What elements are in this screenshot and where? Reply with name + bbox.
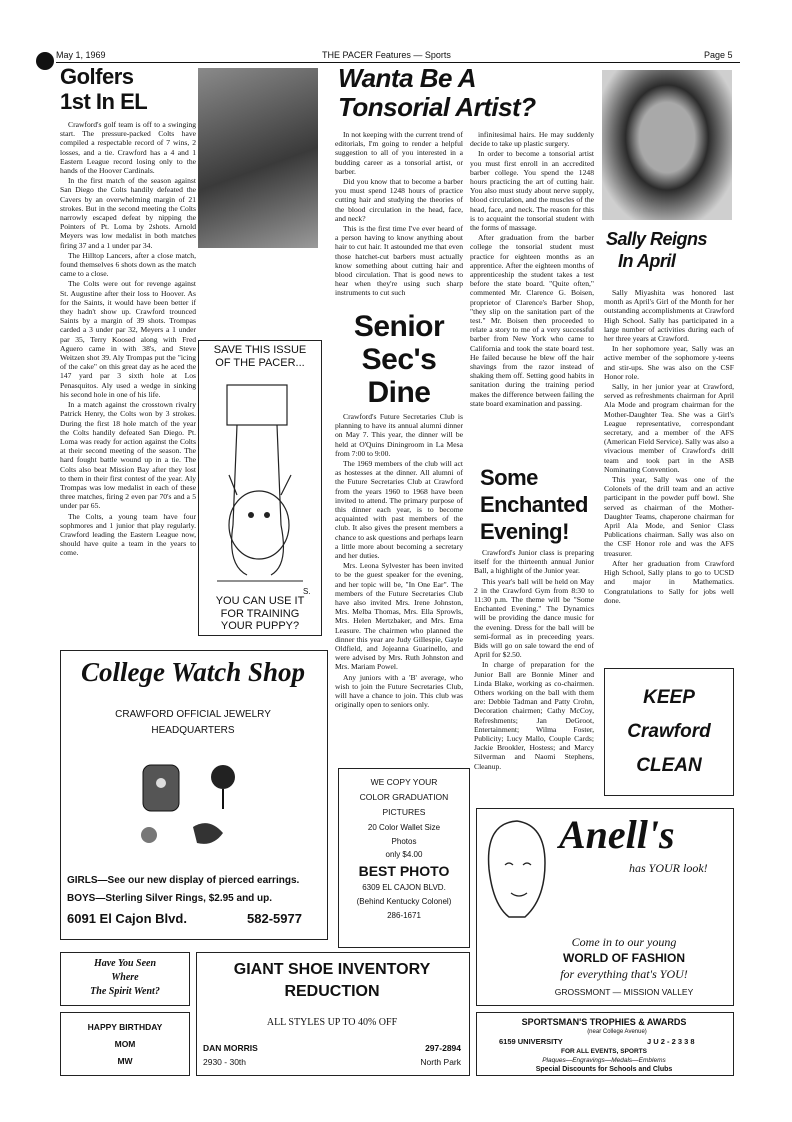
best-photo-line3: PICTURES [382,807,426,817]
golf-paragraph: Crawford's golf team is off to a swinging start. The pressure-packed Colts have compiled a respectable record of 7 wins, 2 losses, and a tie. Crawford has a 4 and 1 Eastern League record losing only to the hands of the Hoover Cardinals. [60,120,196,176]
best-photo-line1: WE COPY YOUR [370,777,438,787]
golf-article-body [60,120,196,559]
cartoon-bottom-line2: FOR TRAINING [220,607,300,620]
spirit-ad [60,952,190,1006]
golf-paragraph: In the first match of the season against San Diego the Colts handily defeated the Cavers by an overwhelming margin of 21 strokes. But in the second meeting the Colts narrowly escaped defeat by nipping the Pointers of Pt. Loma by 2shots. Arnold Meyers was low medalist in both matches firing 37 and a 1 under par 34. [60,176,196,250]
spirit-line1: Have You Seen [93,958,157,969]
evening-paragraph: Crawford's Junior class is preparing itself for the thirteenth annual Junior Ball, a highlight of the Junior year. [474,548,594,576]
cartoon-bottom-line3: YOUR PUPPY? [220,620,300,632]
best-photo-ad [338,768,470,948]
secretaries-article-body [335,412,463,711]
tonsorial-paragraph: Did you know that to become a barber you must spend 1248 hours of practice cutting hair and studying the theories of the blood circulation in the head, face, and neck? [335,177,463,223]
keep-clean-line3: CLEAN [636,755,702,776]
best-photo-note: (Behind Kentucky Colonel) [356,897,452,906]
golf-headline-line2: 1st In EL [60,89,148,114]
best-photo-name: BEST PHOTO [358,863,450,879]
golfer-photo [198,68,318,248]
jewelry-illustration [123,747,263,857]
puppy-illustration [207,375,313,589]
shoe-address: 2930 - 30th [203,1057,247,1067]
shoe-ad [196,952,470,1076]
keep-clean-line1: KEEP [643,687,695,708]
watch-shop-line1: CRAWFORD OFFICIAL JEWELRY [115,709,271,720]
trophies-items: Plaques—Engravings—Medals—Emblems [542,1057,666,1064]
best-photo-line4: 20 Color Wallet Size [367,823,441,832]
anells-line2: WORLD OF FASHION [563,951,685,965]
cartoon-bottom-line1: YOU CAN USE IT [215,595,305,607]
watch-shop-ad [60,650,328,940]
birthday-ad [60,1012,190,1076]
best-photo-address: 6309 EL CAJON BLVD. [362,883,446,892]
anells-tag: has YOUR look! [629,861,708,875]
secretaries-headline-line3: Dine [367,376,431,409]
sally-portrait [602,70,732,220]
watch-shop-girls: GIRLS—See our new display of pierced earrings. [67,875,300,886]
tonsorial-headline-line2: Tonsorial Artist? [338,92,536,122]
birthday-line3: MW [117,1056,133,1066]
golf-paragraph: The Colts, a young team have four sophmores and 1 junior that play regularly. Crawford leading the Eastern League now, should have quite a team in the years to come. [60,511,196,558]
birthday-line2: MOM [114,1039,136,1049]
sally-paragraph: Sally, in her junior year at Crawford, served as refreshments chairman for April Ala Mode and program chairman for the Mother-Daughter Tea. She was a Girl's League representative, correspondant secretary, and a member of the AFS (American Field Service). Sally was also a vivacious member of Crawford's drill team and took part in the ASB Nominating Convention. [604,382,734,474]
best-photo-line5: Photos [391,837,417,846]
cartoon-box [198,340,322,636]
header-page: Page 5 [704,50,733,60]
secretaries-paragraph: Crawford's Future Secretaries Club is planning to have its annual alumni dinner on May 7. This year, the dinner will be held at O'Quins Diningroom in La Mesa from 7:00 to 9:00. [335,412,463,458]
secretaries-paragraph: Any juniors with a 'B' average, who wish to join the Future Secretaries Club, will have a chance to join. This club was originally open to seniors only. [335,672,463,710]
sally-paragraph: After her graduation from Crawford High School, Sally plans to go to UCSD and major in Mathematics. Congratulations to Sally for jobs well done. [604,558,734,605]
sally-paragraph: Sally Miyashita was honored last month as April's Girl of the Month for her outstanding accomplishments at Crawford High School. Sally has participated in a large number of activities during each of her three years at Crawford. [604,288,734,344]
sally-headline-line1: Sally Reigns [606,229,708,249]
sally-headline-line2: In April [618,251,676,271]
golf-headline [60,64,210,114]
woman-illustration [479,813,555,933]
tonsorial-paragraph: infinitesimal hairs. He may suddenly decide to take up plastic surgery. [470,130,594,149]
evening-headline-line2: Enchanted [480,492,588,517]
shoe-line1: GIANT SHOE INVENTORY [233,961,431,978]
trophies-special: Special Discounts for Schools and Clubs [535,1066,673,1073]
tonsorial-column-1 [335,130,463,299]
evening-paragraph: This year's ball will be held on May 2 in the Crawford Gym from 8:30 to 11:30 p.m. The theme will be "Some Enchanted Evening." The Dynamics will be providing the dance music for the evening. Dress for the ball will be semi-formal as in preceeding years. Bids will go on sale toward the end of April for $2.50. [474,576,594,660]
evening-article-body [474,548,594,772]
sally-paragraph: This year, Sally was one of the Colonels of the drill team and an active participant in the powder puff bowl. She served as chairman of the Mother-Daughter Teams, chaperone chairman for April Ala Mode, and Senior Class Publications chairman. Sally was also on the CSF Honor role and was the AFS treasurer. [604,475,734,558]
secretaries-headline-line1: Senior [353,310,445,343]
tonsorial-paragraph: In order to become a tonsorial artist you must first enroll in an accredited barber college. You spend the 1248 hours practicing the art of cutting hair. You also must study about nerve supply, blood circulation, and the muscles of the head, face, and neck. The reason for this is to acquaint the tonsorial student with the forms of massage. [470,149,594,233]
anells-line1: Come in to our young [571,935,677,949]
trophies-events: FOR ALL EVENTS, SPORTS [561,1048,647,1055]
tonsorial-paragraph: In not keeping with the current trend of editorials, I'm going to render a helpful suggestion to all of you interested in a budding career as a tonsorial artist, or barber. [335,130,463,176]
watch-shop-boys: BOYS—Sterling Silver Rings, $2.95 and up. [67,893,273,904]
watch-shop-name: College Watch Shop [80,657,306,687]
tonsorial-headline [338,64,578,122]
cartoon-top-line1: SAVE THIS ISSUE [213,344,307,356]
hole-punch [36,52,54,70]
golf-paragraph: The Hilltop Lancers, after a close match, found themselves 6 shots down as the match came to a close. [60,250,196,279]
secretaries-paragraph: The 1969 members of the club will act as hostesses at the dinner. All alumni of the Future Secretaries Club at Crawford from the years 1960 to 1968 have been invited to attend. The primary purpose of this dinner each year, is to become acquainted with past members of the club. It also gives the present members a chance to ask questions and perhaps learn a little more about becoming a secretary and her duties. [335,459,463,561]
shoe-area: North Park [420,1057,461,1067]
golf-headline-line1: Golfers [60,64,134,89]
header-date: May 1, 1969 [56,50,106,60]
secretaries-headline [335,310,463,409]
anells-ad [476,808,734,1006]
secretaries-headline-line2: Sec's [361,343,437,376]
evening-headline [480,464,600,545]
sally-paragraph: In her sophomore year, Sally was an active member of the sophomore y-teens and stir-ups. She was also on the CSF Honor role. [604,344,734,381]
best-photo-phone: 286-1671 [387,911,421,920]
golf-paragraph: In a match against the crosstown rivalry Patrick Henry, the Colts won by 3 strokes. During the first 18 hole match of the year the Colts handily defeated San Diego. Pt. Loma was ready for action against the Colts at their second meeting of the season. The hard fought battle wound up in a tie. The Colts also beat Mission Bay after they lost to them in their first contest of the year. Aly Trompas was low medalist in each of these three matches, firing 2 even par 70's and a 5 under par 65. [60,400,196,511]
cartoon-bottom-text [203,595,317,633]
spirit-line2: Where [111,972,139,983]
anells-name: Anell's [559,812,675,857]
cartoon-top-line2: OF THE PACER... [215,357,305,369]
tonsorial-paragraph: This is the first time I've ever heard of a person having to know anything about hair to cut hair. It astounded me that even those hatchet-cut barbers must actually know something about cutting hair and blood circulation. That is good news to hear when they're using such sharp instruments to cut such [335,224,463,298]
tonsorial-headline-line1: Wanta Be A [338,63,477,93]
watch-shop-address: 6091 El Cajon Blvd. [67,911,187,926]
shoe-line2: REDUCTION [284,983,380,1000]
keep-clean-ad [604,668,734,796]
best-photo-line2: COLOR GRADUATION [359,792,449,802]
cartoon-signature: S. [303,587,311,596]
tonsorial-paragraph: After graduation from the barber college the tonsorial student must practice for eighteen months as an apprentice. After the eighteen months of apprenticeship the student takes a test before the state board. "Quite often," commented Mr. Clarence G. Boisen, proprietor of Clarence's Barber Shop, "they slip on the sanitation part of the test." Mr. Boisen then proceeded to relate a story to me of a very successful barber from New York who came to California and took the state board test. He failed because he blew off the hair shavings from the razor instead of shaking them off. Setting good habits in sanitation during the training period makes the difference between failing the state board examination and passing. [470,233,594,408]
anells-line3: for everything that's YOU! [560,967,688,981]
spirit-line3: The Spirit Went? [90,986,160,997]
shoe-phone: 297-2894 [425,1043,461,1053]
watch-shop-phone: 582-5977 [247,911,302,926]
birthday-line1: HAPPY BIRTHDAY [87,1022,163,1032]
tonsorial-column-2 [470,130,594,409]
sally-article-body [604,288,734,606]
trophies-title: SPORTSMAN'S TROPHIES & AWARDS [521,1017,687,1027]
shoe-line3: ALL STYLES UP TO 40% OFF [266,1017,398,1028]
trophies-address: 6159 UNIVERSITY [499,1037,563,1046]
trophies-ad [476,1012,734,1076]
shoe-name: DAN MORRIS [203,1043,258,1053]
best-photo-line6: only $4.00 [385,850,423,859]
sally-headline [606,228,736,272]
watch-shop-line2: HEADQUARTERS [151,725,235,736]
header-title: THE PACER Features — Sports [322,50,451,60]
golf-paragraph: The Colts were out for revenge against St. Augustine after their loss to Hoover. As for the Saints, it would have been better if they hadn't show up. Crawford trounced Saints by a margin of 39 shots. Trompas carded a 3 under par 32, Meyers a 1 under par 35, Terry Koosed along with Fred Aguero came in with 38's, and Steve Weitzen shot 39. Aly Trompas put the "icing of the cake" on this great day as he aced the 147 yard par 3 sixth hole at Los Penasquitos. Aly used a wedge in sinking his second hole in one of his life. [60,279,196,399]
cartoon-top-text [203,344,317,370]
evening-paragraph: In charge of preparation for the Junior Ball are Bonnie Miner and Linda Blake, working as co-chairmen. Others working on the ball with them are: Debbie Tadman and Patty Crohn, Decoration chairmen; Cathy McCoy, Refreshments; Jan DeGroot, Entertainment; Wilma Foster, Publicity; Lucy Mallo, Couple Cards; Jackie Brookler, Hostess; and Marcy Silverman and Naomi Stephens, Cleanup. [474,660,594,771]
trophies-near: (near College Avenue) [587,1029,647,1035]
trophies-phone: J U 2 - 2 3 3 8 [647,1037,695,1046]
anells-locations: GROSSMONT — MISSION VALLEY [554,987,694,997]
evening-headline-line1: Some [480,465,538,490]
keep-clean-line2: Crawford [627,721,711,742]
evening-headline-line3: Evening! [480,519,569,544]
secretaries-paragraph: Mrs. Leona Sylvester has been invited to be the guest speaker for the evening, and her topic will be, "In One Ear". The members of the Future Secretaries Club have also invited Mrs. Irene Johnston, Mrs. Melba Thomas, Mrs. Ella Sprowls, Mrs. Helen Mertzbaker, and Mrs. Ema Leasure. The chairmen who planned the dinner this year are Judy Gillespie, Gayle Oldfield, and Jojeanna Guarinello, and were advised by Mrs. Ruth Johnston and Mrs. Mariam Powel. [335,561,463,672]
